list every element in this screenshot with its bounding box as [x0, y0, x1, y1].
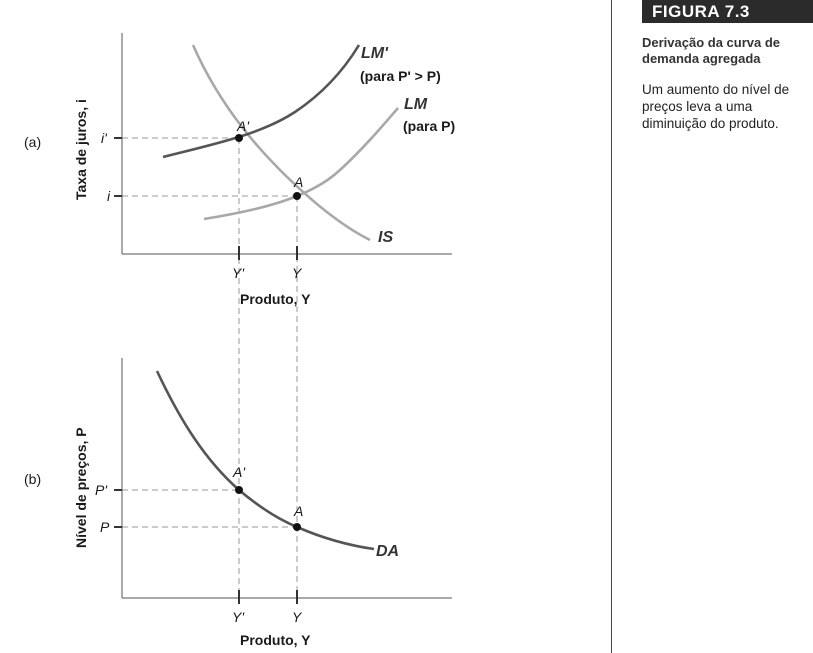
is-label: IS	[378, 229, 394, 246]
tick-label-y-b: Y	[292, 609, 302, 625]
tick-label-y-prime-b: Y'	[232, 609, 245, 625]
panel-b-label: (b)	[24, 471, 42, 487]
figure-description: Um aumento do nível de preços leva a uma diminuição do produto.	[642, 82, 790, 131]
panel-a-label: (a)	[24, 134, 42, 150]
lm-prime-note: (para P' > P)	[360, 68, 441, 84]
point-label-a-prime-b: A'	[233, 464, 246, 480]
tick-label-y-prime-a: Y'	[232, 265, 245, 281]
lm-prime-curve	[163, 45, 359, 157]
figure-badge: FIGURA 7.3	[642, 0, 813, 23]
lm-curve	[204, 108, 398, 219]
column-divider	[611, 0, 612, 653]
lm-label: LM	[404, 96, 428, 113]
tick-label-i: i	[107, 188, 111, 204]
point-a-b	[293, 523, 301, 531]
point-label-a-b: A	[294, 503, 304, 519]
y-axis-label-b: Nível de preços, P	[73, 427, 89, 548]
y-axis-label-a: Taxa de juros, i	[73, 99, 89, 200]
tick-label-p-prime: P'	[95, 482, 108, 498]
panel-b	[24, 358, 452, 648]
da-curve	[157, 371, 374, 549]
x-axis-label-a: Produto, Y	[240, 291, 311, 307]
tick-label-p: P	[100, 519, 110, 535]
tick-label-y-a: Y	[292, 265, 302, 281]
point-label-a-prime-a: A'	[237, 118, 250, 134]
lm-note: (para P)	[403, 118, 456, 134]
tick-label-i-prime: i'	[101, 130, 107, 146]
point-a-prime-a	[235, 134, 243, 142]
x-axis-label-b: Produto, Y	[240, 632, 311, 648]
da-label: DA	[376, 543, 400, 560]
lm-prime-label: LM'	[361, 45, 388, 62]
point-a-prime-b	[235, 486, 243, 494]
figure-title: Derivação da curva de demanda agregada	[642, 35, 781, 66]
point-a-a	[293, 192, 301, 200]
point-label-a-a: A	[294, 174, 304, 190]
